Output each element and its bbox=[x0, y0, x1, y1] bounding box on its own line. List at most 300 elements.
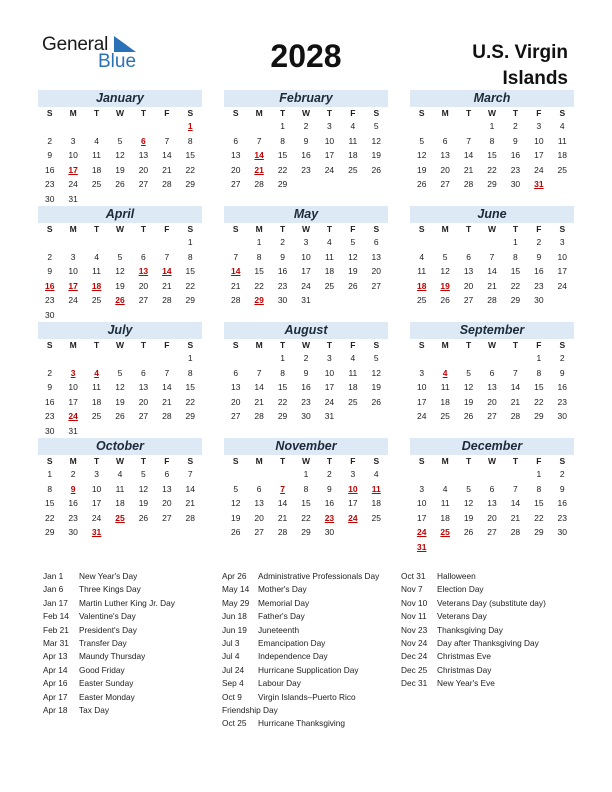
day-cell: 6 bbox=[233, 367, 239, 378]
holiday-entry bbox=[222, 637, 398, 650]
day-cell: 8 bbox=[256, 251, 262, 262]
day-cell: 20 bbox=[254, 512, 264, 523]
day-cell: 12 bbox=[371, 367, 382, 378]
weekday-label: W bbox=[301, 340, 310, 350]
day-cell: 8 bbox=[280, 367, 285, 378]
day-cell: 11 bbox=[417, 266, 427, 276]
weekday-label: T bbox=[93, 340, 100, 350]
day-cell: 14 bbox=[254, 382, 264, 392]
holiday-entry bbox=[43, 624, 213, 637]
day-cell: 30 bbox=[510, 179, 521, 189]
weekday-header bbox=[410, 455, 574, 467]
day-cell: 14 bbox=[510, 382, 521, 392]
day-cell: 6 bbox=[256, 483, 262, 494]
day-cell: 10 bbox=[68, 382, 78, 392]
holiday-entry bbox=[43, 637, 213, 650]
region-title: U.S. Virgin Islands bbox=[472, 42, 568, 89]
day-cell: 23 bbox=[510, 164, 521, 175]
day-cell: 29 bbox=[301, 527, 311, 537]
day-cell: 3 bbox=[350, 469, 356, 479]
day-cell: 11 bbox=[557, 135, 567, 146]
brand-name-blue: Blue bbox=[98, 51, 137, 72]
day-cell: 31 bbox=[68, 193, 78, 204]
weekday-header bbox=[38, 107, 202, 119]
day-cell: 7 bbox=[466, 135, 471, 146]
weekday-label: T bbox=[465, 456, 472, 466]
day-cell: 15 bbox=[534, 498, 544, 508]
holiday-date: Nov 10 bbox=[401, 597, 428, 608]
day-cell: 25 bbox=[91, 179, 102, 189]
empty-cell bbox=[504, 351, 527, 366]
weekday-label: W bbox=[487, 340, 496, 350]
holiday-name: Christmas Day bbox=[437, 664, 492, 675]
weekday-label: S bbox=[418, 340, 425, 350]
day-cell: 16 bbox=[68, 498, 78, 508]
weekday-label: F bbox=[164, 456, 170, 466]
day-cell: 17 bbox=[557, 266, 568, 276]
day-cell: 17 bbox=[534, 150, 544, 160]
day-grid bbox=[224, 235, 388, 308]
day-cell: 8 bbox=[187, 251, 193, 262]
day-cell: 3 bbox=[327, 353, 332, 363]
month-february bbox=[224, 90, 388, 192]
holiday-name: Transfer Day bbox=[79, 638, 127, 649]
day-cell: 5 bbox=[117, 367, 123, 378]
empty-cell bbox=[132, 351, 155, 366]
day-cell: 19 bbox=[348, 266, 358, 276]
holiday-name: Valentine's Day bbox=[79, 611, 136, 622]
weekday-label: S bbox=[187, 340, 194, 350]
holiday-day-cell: 17 bbox=[68, 280, 78, 291]
day-cell: 1 bbox=[47, 469, 53, 479]
weekday-label: W bbox=[301, 456, 310, 466]
calendar-year: 2028 bbox=[270, 38, 342, 74]
day-cell: 12 bbox=[115, 266, 125, 276]
day-cell: 5 bbox=[350, 237, 356, 247]
weekday-label: S bbox=[46, 224, 53, 234]
day-cell: 15 bbox=[534, 382, 544, 392]
holiday-day-cell: 4 bbox=[94, 367, 99, 378]
day-cell: 12 bbox=[348, 251, 358, 262]
day-grid bbox=[224, 351, 388, 424]
day-cell: 24 bbox=[68, 179, 78, 189]
holiday-date: Jan 6 bbox=[43, 584, 64, 595]
weekday-label: S bbox=[232, 456, 239, 466]
day-cell: 7 bbox=[164, 367, 170, 378]
day-cell: 25 bbox=[416, 295, 427, 305]
holiday-entry bbox=[401, 597, 571, 610]
day-cell: 13 bbox=[254, 498, 264, 508]
weekday-label: F bbox=[350, 340, 356, 350]
day-cell: 5 bbox=[373, 121, 379, 131]
holiday-entry bbox=[222, 650, 398, 663]
day-cell: 7 bbox=[233, 251, 239, 262]
day-cell: 11 bbox=[92, 150, 101, 160]
day-cell: 9 bbox=[47, 382, 53, 392]
day-cell: 22 bbox=[185, 396, 196, 407]
holiday-entry bbox=[401, 677, 571, 690]
day-cell: 9 bbox=[47, 266, 53, 276]
day-cell: 7 bbox=[256, 135, 262, 146]
day-cell: 1 bbox=[187, 353, 193, 363]
day-cell: 24 bbox=[301, 280, 311, 291]
holiday-name: Hurricane Supplication Day bbox=[258, 664, 359, 675]
day-cell: 16 bbox=[44, 164, 55, 175]
weekday-label: T bbox=[465, 340, 472, 350]
day-cell: 1 bbox=[303, 469, 309, 479]
day-cell: 16 bbox=[557, 498, 568, 508]
day-cell: 23 bbox=[301, 164, 311, 175]
day-cell: 19 bbox=[230, 512, 241, 523]
weekday-label: M bbox=[441, 224, 449, 234]
empty-cell bbox=[38, 351, 61, 366]
day-cell: 27 bbox=[254, 527, 264, 537]
month-january bbox=[38, 90, 202, 206]
day-cell: 27 bbox=[371, 280, 382, 291]
empty-cell bbox=[61, 119, 84, 134]
day-cell: 14 bbox=[510, 498, 521, 508]
weekday-label: S bbox=[559, 340, 566, 350]
day-cell: 19 bbox=[138, 498, 149, 508]
holiday-name: Easter Monday bbox=[79, 691, 135, 702]
day-cell: 15 bbox=[277, 382, 288, 392]
day-cell: 3 bbox=[303, 237, 309, 247]
day-grid bbox=[410, 235, 574, 308]
weekday-label: F bbox=[536, 108, 542, 118]
day-cell: 28 bbox=[230, 295, 241, 305]
holiday-date: Jan 17 bbox=[43, 597, 68, 608]
day-cell: 14 bbox=[162, 150, 172, 160]
day-cell: 21 bbox=[162, 396, 172, 407]
holiday-entry bbox=[222, 664, 398, 677]
day-cell: 17 bbox=[68, 396, 78, 407]
weekday-header bbox=[410, 339, 574, 351]
day-cell: 28 bbox=[254, 179, 264, 189]
day-cell: 26 bbox=[371, 164, 382, 175]
weekday-header bbox=[410, 107, 574, 119]
holiday-name: Election Day bbox=[437, 584, 484, 595]
day-cell: 26 bbox=[115, 411, 125, 421]
day-cell: 24 bbox=[557, 280, 568, 291]
day-cell: 7 bbox=[513, 483, 518, 494]
weekday-label: T bbox=[93, 456, 100, 466]
day-cell: 26 bbox=[115, 179, 125, 189]
day-cell: 22 bbox=[185, 280, 196, 291]
weekday-label: W bbox=[115, 224, 124, 234]
weekday-label: T bbox=[465, 224, 472, 234]
weekday-header bbox=[224, 223, 388, 235]
day-cell: 16 bbox=[324, 498, 335, 508]
weekday-header bbox=[224, 455, 388, 467]
weekday-label: S bbox=[187, 456, 194, 466]
day-grid bbox=[410, 119, 574, 192]
weekday-label: W bbox=[487, 224, 496, 234]
day-cell: 21 bbox=[463, 164, 474, 175]
day-cell: 18 bbox=[115, 498, 125, 508]
holiday-date: Jan 1 bbox=[43, 571, 64, 581]
empty-cell bbox=[504, 467, 527, 482]
weekday-label: T bbox=[512, 108, 519, 118]
holiday-day-cell: 21 bbox=[254, 164, 264, 175]
weekday-label: F bbox=[536, 456, 542, 466]
holiday-day-cell: 6 bbox=[141, 135, 146, 146]
day-cell: 22 bbox=[301, 512, 311, 523]
day-cell: 8 bbox=[303, 483, 309, 494]
empty-cell bbox=[38, 235, 61, 250]
day-cell: 21 bbox=[254, 396, 264, 407]
day-cell: 13 bbox=[230, 382, 241, 392]
day-cell: 28 bbox=[510, 411, 521, 421]
day-cell: 2 bbox=[559, 469, 565, 479]
day-cell: 23 bbox=[557, 396, 568, 407]
day-cell: 2 bbox=[327, 469, 332, 479]
day-cell: 6 bbox=[373, 237, 379, 247]
day-cell: 15 bbox=[44, 498, 55, 508]
weekday-label: T bbox=[279, 456, 286, 466]
day-cell: 16 bbox=[557, 382, 568, 392]
day-cell: 25 bbox=[557, 164, 568, 175]
holiday-name: Veterans Day (substitute day) bbox=[437, 597, 546, 608]
day-cell: 1 bbox=[536, 353, 542, 363]
day-cell: 5 bbox=[141, 469, 146, 479]
day-cell: 19 bbox=[115, 280, 125, 291]
day-cell: 12 bbox=[138, 483, 149, 494]
day-cell: 26 bbox=[348, 280, 358, 291]
holiday-day-cell: 13 bbox=[138, 266, 149, 276]
month-title: October bbox=[38, 438, 202, 455]
weekday-label: M bbox=[441, 108, 449, 118]
day-cell: 13 bbox=[371, 251, 382, 262]
day-cell: 16 bbox=[301, 150, 311, 160]
day-cell: 9 bbox=[559, 483, 565, 494]
holiday-day-cell: 24 bbox=[348, 512, 358, 523]
day-cell: 8 bbox=[513, 251, 518, 262]
day-cell: 6 bbox=[141, 367, 146, 378]
day-grid bbox=[38, 467, 202, 540]
holiday-day-cell: 3 bbox=[70, 367, 76, 378]
empty-cell bbox=[247, 467, 270, 482]
holiday-day-cell: 26 bbox=[115, 295, 125, 305]
weekday-label: T bbox=[326, 108, 333, 118]
weekday-label: F bbox=[164, 340, 170, 350]
holiday-day-cell: 1 bbox=[187, 121, 193, 131]
holiday-day-cell: 18 bbox=[416, 280, 427, 291]
day-cell: 24 bbox=[91, 512, 102, 523]
empty-cell bbox=[132, 119, 155, 134]
weekday-label: T bbox=[140, 340, 147, 350]
holiday-name: Good Friday bbox=[79, 664, 125, 675]
holiday-name: Easter Sunday bbox=[79, 678, 134, 689]
day-grid bbox=[410, 351, 574, 424]
weekday-label: M bbox=[441, 456, 449, 466]
day-cell: 23 bbox=[68, 512, 78, 523]
day-cell: 30 bbox=[557, 527, 568, 537]
weekday-label: M bbox=[255, 340, 263, 350]
day-cell: 28 bbox=[463, 179, 474, 189]
day-cell: 18 bbox=[348, 150, 358, 160]
month-title: March bbox=[410, 90, 574, 107]
day-cell: 23 bbox=[301, 396, 311, 407]
weekday-label: T bbox=[326, 340, 333, 350]
day-cell: 18 bbox=[348, 382, 358, 392]
holiday-entry bbox=[43, 677, 213, 690]
day-cell: 1 bbox=[280, 121, 285, 131]
day-cell: 13 bbox=[487, 498, 497, 508]
day-cell: 27 bbox=[440, 179, 450, 189]
day-cell: 3 bbox=[419, 483, 425, 494]
day-cell: 24 bbox=[534, 164, 544, 175]
day-cell: 21 bbox=[162, 164, 172, 175]
day-cell: 25 bbox=[371, 512, 382, 523]
weekday-label: T bbox=[279, 108, 286, 118]
weekday-label: W bbox=[115, 340, 124, 350]
day-cell: 2 bbox=[47, 367, 53, 378]
day-cell: 23 bbox=[44, 295, 55, 305]
weekday-label: S bbox=[187, 108, 194, 118]
day-cell: 29 bbox=[487, 179, 497, 189]
holiday-name-continued: Friendship Day bbox=[222, 705, 278, 716]
day-cell: 18 bbox=[91, 396, 102, 407]
month-title: June bbox=[410, 206, 574, 223]
day-cell: 2 bbox=[303, 353, 309, 363]
day-cell: 6 bbox=[489, 367, 495, 378]
holiday-day-cell: 24 bbox=[68, 411, 78, 421]
weekday-label: T bbox=[140, 224, 147, 234]
day-cell: 13 bbox=[138, 382, 149, 392]
day-cell: 10 bbox=[416, 498, 427, 508]
holiday-entry bbox=[43, 650, 213, 663]
day-cell: 20 bbox=[487, 396, 497, 407]
holiday-entry bbox=[222, 677, 398, 690]
holiday-name: Tax Day bbox=[79, 705, 109, 716]
day-cell: 31 bbox=[324, 411, 335, 421]
day-cell: 25 bbox=[91, 411, 102, 421]
day-cell: 2 bbox=[303, 121, 309, 131]
day-cell: 26 bbox=[138, 512, 149, 523]
day-cell: 26 bbox=[416, 179, 427, 189]
day-cell: 10 bbox=[324, 135, 335, 146]
weekday-label: S bbox=[232, 340, 239, 350]
empty-cell bbox=[224, 119, 247, 134]
day-cell: 24 bbox=[68, 295, 78, 305]
empty-cell bbox=[61, 351, 84, 366]
holiday-date: Jul 3 bbox=[222, 638, 240, 649]
empty-cell bbox=[224, 351, 247, 366]
holiday-name: New Year's Eve bbox=[437, 678, 495, 689]
weekday-label: S bbox=[559, 224, 566, 234]
weekday-label: S bbox=[232, 108, 239, 118]
holiday-day-cell: 9 bbox=[70, 483, 76, 494]
weekday-label: S bbox=[418, 108, 425, 118]
holiday-entry bbox=[401, 624, 571, 637]
day-cell: 3 bbox=[70, 135, 76, 146]
weekday-label: T bbox=[93, 224, 100, 234]
holiday-day-cell: 25 bbox=[115, 512, 125, 523]
day-cell: 22 bbox=[534, 512, 544, 523]
holiday-day-cell: 14 bbox=[162, 266, 172, 276]
day-cell: 8 bbox=[187, 367, 193, 378]
day-cell: 4 bbox=[327, 237, 332, 247]
empty-cell bbox=[457, 235, 480, 250]
day-cell: 1 bbox=[256, 237, 262, 247]
day-cell: 25 bbox=[440, 411, 450, 421]
holiday-entry bbox=[43, 664, 213, 677]
holiday-entry bbox=[401, 610, 571, 623]
day-cell: 3 bbox=[70, 251, 76, 262]
day-cell: 19 bbox=[463, 512, 474, 523]
day-cell: 1 bbox=[536, 469, 542, 479]
holiday-entry bbox=[222, 570, 398, 583]
month-december bbox=[410, 438, 574, 554]
day-cell: 6 bbox=[233, 135, 239, 146]
day-cell: 16 bbox=[44, 396, 55, 407]
day-cell: 19 bbox=[371, 150, 382, 160]
day-cell: 22 bbox=[277, 164, 288, 175]
holiday-day-cell: 25 bbox=[440, 527, 450, 537]
empty-cell bbox=[457, 467, 480, 482]
day-cell: 30 bbox=[44, 425, 55, 436]
weekday-label: S bbox=[418, 456, 425, 466]
holiday-entry bbox=[222, 610, 398, 623]
holiday-name: Emancipation Day bbox=[258, 638, 326, 649]
day-cell: 10 bbox=[68, 150, 78, 160]
empty-cell bbox=[108, 235, 131, 250]
day-cell: 25 bbox=[348, 396, 358, 407]
day-cell: 18 bbox=[440, 512, 450, 523]
holiday-name: Memorial Day bbox=[258, 597, 310, 608]
day-cell: 4 bbox=[94, 251, 99, 262]
day-cell: 5 bbox=[466, 483, 471, 494]
day-cell: 1 bbox=[280, 353, 285, 363]
day-cell: 21 bbox=[277, 512, 288, 523]
day-cell: 2 bbox=[559, 353, 565, 363]
day-cell: 8 bbox=[280, 135, 285, 146]
holiday-entry bbox=[401, 637, 571, 650]
day-cell: 16 bbox=[534, 266, 544, 276]
weekday-label: F bbox=[164, 108, 170, 118]
holiday-list-column-3 bbox=[401, 570, 571, 691]
day-cell: 20 bbox=[440, 164, 450, 175]
empty-cell bbox=[108, 351, 131, 366]
month-title: May bbox=[224, 206, 388, 223]
holiday-entry bbox=[401, 570, 571, 583]
holiday-entry bbox=[222, 691, 398, 704]
holiday-entry bbox=[401, 650, 571, 663]
day-cell: 2 bbox=[47, 251, 53, 262]
day-cell: 29 bbox=[510, 295, 521, 305]
holiday-date: Jul 24 bbox=[222, 664, 245, 675]
holiday-day-cell: 11 bbox=[371, 483, 381, 494]
holiday-name: Administrative Professionals Day bbox=[258, 571, 380, 581]
day-cell: 19 bbox=[463, 396, 474, 407]
weekday-label: T bbox=[512, 456, 519, 466]
day-cell: 22 bbox=[510, 280, 521, 291]
weekday-label: T bbox=[512, 340, 519, 350]
day-cell: 22 bbox=[277, 396, 288, 407]
weekday-label: S bbox=[373, 340, 380, 350]
empty-cell bbox=[457, 351, 480, 366]
weekday-label: S bbox=[373, 108, 380, 118]
day-cell: 3 bbox=[419, 367, 425, 378]
day-cell: 1 bbox=[489, 121, 495, 131]
holiday-day-cell: 31 bbox=[534, 179, 544, 189]
day-cell: 24 bbox=[416, 411, 427, 421]
weekday-header bbox=[410, 223, 574, 235]
holiday-day-cell: 16 bbox=[44, 280, 55, 291]
day-cell: 9 bbox=[47, 150, 53, 160]
day-cell: 9 bbox=[280, 251, 285, 262]
day-cell: 12 bbox=[371, 135, 382, 146]
